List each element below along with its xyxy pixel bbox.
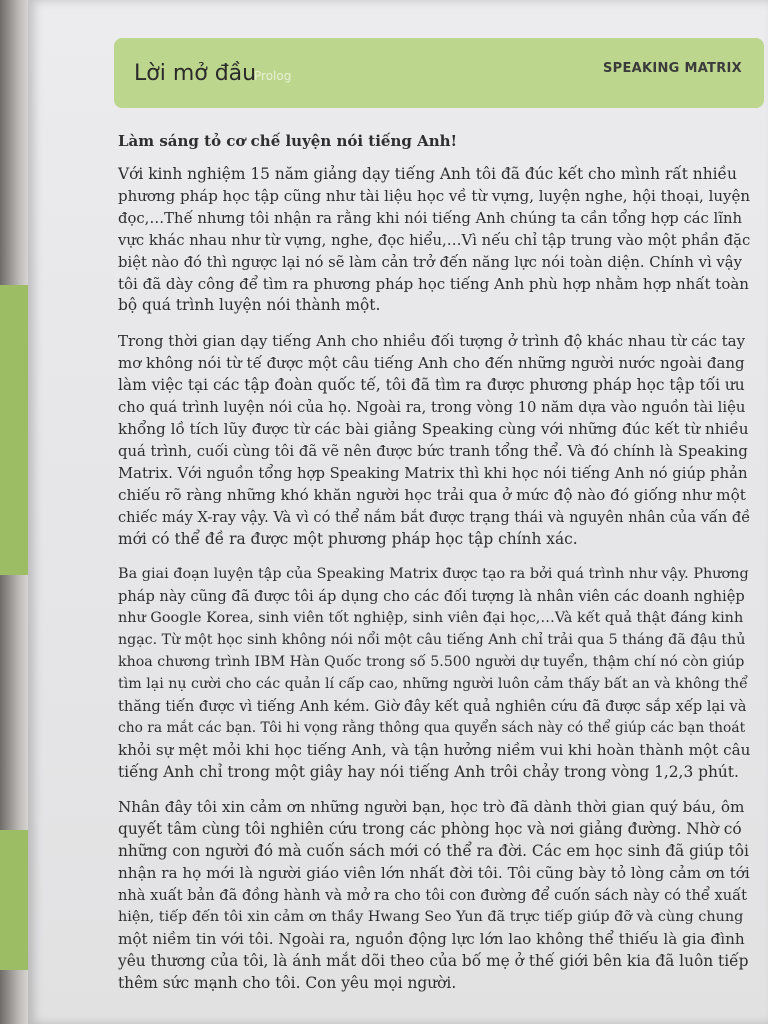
facing-page-tab-marker [0, 830, 28, 970]
paragraph-line: chiếc máy X-ray vậy. Và vì có thể nắm bắt được trạng thái và nguyên nhân của vấn đề [118, 508, 751, 526]
chapter-header-bar [114, 38, 764, 108]
book-page [28, 0, 768, 1024]
paragraph-line: nhận ra họ mới là người giáo viên lớn nhất đời tôi. Tôi cũng bày tỏ lòng cảm ơn tới [118, 864, 750, 883]
paragraph-line: tiếng Anh chỉ trong một giây hay nói tiếng Anh trôi chảy trong vòng 1,2,3 phút. [118, 762, 739, 781]
facing-page-tab-marker [0, 285, 28, 575]
paragraph-line: Với kinh nghiệm 15 năm giảng dạy tiếng Anh tôi đã đúc kết cho mình rất nhiều [118, 165, 737, 183]
paragraph-line: chiếu rõ ràng những khó khăn người học trải qua ở mức độ nào đó giống như một [118, 485, 746, 504]
paragraph-line: những con người đó mà cuốn sách mới có thể ra đời. Các em học sinh đã giúp tôi [118, 842, 749, 861]
paragraph-line: ngạc. Từ một học sinh không nói nổi một câu tiếng Anh chỉ trải qua 5 tháng đã đậu thủ [118, 632, 746, 649]
paragraph-line: tôi đã dày công để tìm ra phương pháp học tiếng Anh phù hợp nhằm hợp nhất toàn [118, 274, 749, 293]
paragraph-line: cho ra mắt các bạn. Tôi hi vọng rằng thông qua quyển sách này có thể giúp các bạn thoát [118, 719, 746, 736]
paragraph [118, 564, 750, 783]
paragraph-line: thăng tiến được vì tiếng Anh kém. Giờ đây kết quả nghiên cứu đã được sắp xếp lại và [118, 697, 747, 715]
book-brand: SPEAKING MATRIX [602, 61, 742, 76]
paragraph-line: khỏi sự mệt mỏi khi học tiếng Anh, và tận hưởng niềm vui khi hoàn thành một câu [118, 740, 751, 759]
paragraph-line: mới có thể đề ra được một phương pháp học tập chính xác. [118, 529, 578, 548]
paragraph-line: tìm lại nụ cười cho các quản lí cấp cao, những người luôn cảm thấy bất an và không thể [118, 675, 748, 692]
section-heading: Làm sáng tỏ cơ chế luyện nói tiếng Anh! [118, 132, 458, 150]
paragraph-line: pháp này cũng đã được tôi áp dụng cho các đối tượng là nhân viên các doanh nghiệp [118, 588, 745, 606]
paragraph-line: mơ không nói từ tế được một câu tiếng Anh cho đến những người nước ngoài đang [118, 354, 745, 373]
paragraph-line: quá trình, cuối cùng tôi đã vẽ nên được bức tranh tổng thể. Và đó chính là Speaking [118, 442, 748, 460]
chapter-title: Lời mở đầu [134, 61, 257, 86]
paragraph-line: một niềm tin với tôi. Ngoài ra, nguồn động lực lớn lao không thể thiếu là gia đình [118, 929, 745, 948]
paragraph-line: hiện, tiếp đến tôi xin cảm ơn thầy Hwang Seo Yun đã trực tiếp giúp đỡ và cùng chung [118, 909, 744, 925]
paragraph-line: khoa chương trình IBM Hàn Quốc trong số 5.500 người dự tuyển, thậm chí nó còn giúp [118, 654, 745, 671]
paragraph [118, 164, 750, 317]
page-content [118, 130, 750, 1009]
paragraph-line: làm việc tại các tập đoàn quốc tế, tôi đã tìm ra được phương pháp học tập tối ưu [118, 376, 745, 395]
paragraph-line: vực khác nhau như từ vựng, nghe, đọc hiểu,…Vì nếu chỉ tập trung vào một phần đặc [118, 231, 751, 249]
paragraph-line: bộ quá trình luyện nói thành một. [118, 296, 381, 315]
paragraph-line: biệt nào đó thì ngược lại nó sẽ làm cản trở đến năng lực nói toàn diện. Chính vì vậy [118, 253, 742, 271]
paragraph-line: phương pháp học tập cũng như tài liệu học về từ vựng, luyện nghe, hội thoại, luyện [118, 186, 751, 205]
paragraph-line: thêm sức mạnh cho tôi. Con yêu mọi người. [118, 973, 457, 992]
paragraph-line: khổng lồ tích lũy được từ các bài giảng Speaking cùng với những đúc kết từ nhiều [118, 419, 749, 438]
paragraphs [118, 164, 750, 995]
paragraph-line: Matrix. Với nguồn tổng hợp Speaking Matrix thì khi học nói tiếng Anh nó giúp phản [118, 464, 748, 482]
paragraph-line: cho quá trình luyện nói của họ. Ngoài ra, trong vòng 10 năm dựa vào nguồn tài liệu [118, 399, 746, 417]
paragraph-line: đọc,…Thế nhưng tôi nhận ra rằng khi nói tiếng Anh chúng ta cần tổng hợp các lĩnh [118, 209, 743, 227]
paragraph-line: Nhân đây tôi xin cảm ơn những người bạn, học trò đã dành thời gian quý báu, ôm [118, 798, 745, 817]
paragraph-line: Trong thời gian dạy tiếng Anh cho nhiều đối tượng ở trình độ khác nhau từ các tay [118, 332, 746, 351]
paragraph [118, 797, 750, 994]
chapter-subtitle: Prolog [254, 69, 292, 83]
paragraph-line: quyết tâm cùng tôi nghiên cứu trong các phòng học và nơi giảng đường. Nhờ có [118, 820, 742, 839]
paragraph-line: như Google Korea, sinh viên tốt nghiệp, sinh viên đại học,…Và kết quả thật đáng kinh [118, 610, 744, 627]
paragraph-line: nhà xuất bản đã đồng hành và mở ra cho tôi con đường để cuốn sách này có thể xuất [118, 887, 747, 905]
paragraph-line: Ba giai đoạn luyện tập của Speaking Matrix được tạo ra bởi quá trình như vậy. Phương [118, 566, 749, 583]
paragraph [118, 331, 750, 550]
paragraph-line: yêu thương của tôi, là ánh mắt dõi theo của bố mẹ ở thế giới bên kia đã luôn tiếp [118, 951, 749, 970]
